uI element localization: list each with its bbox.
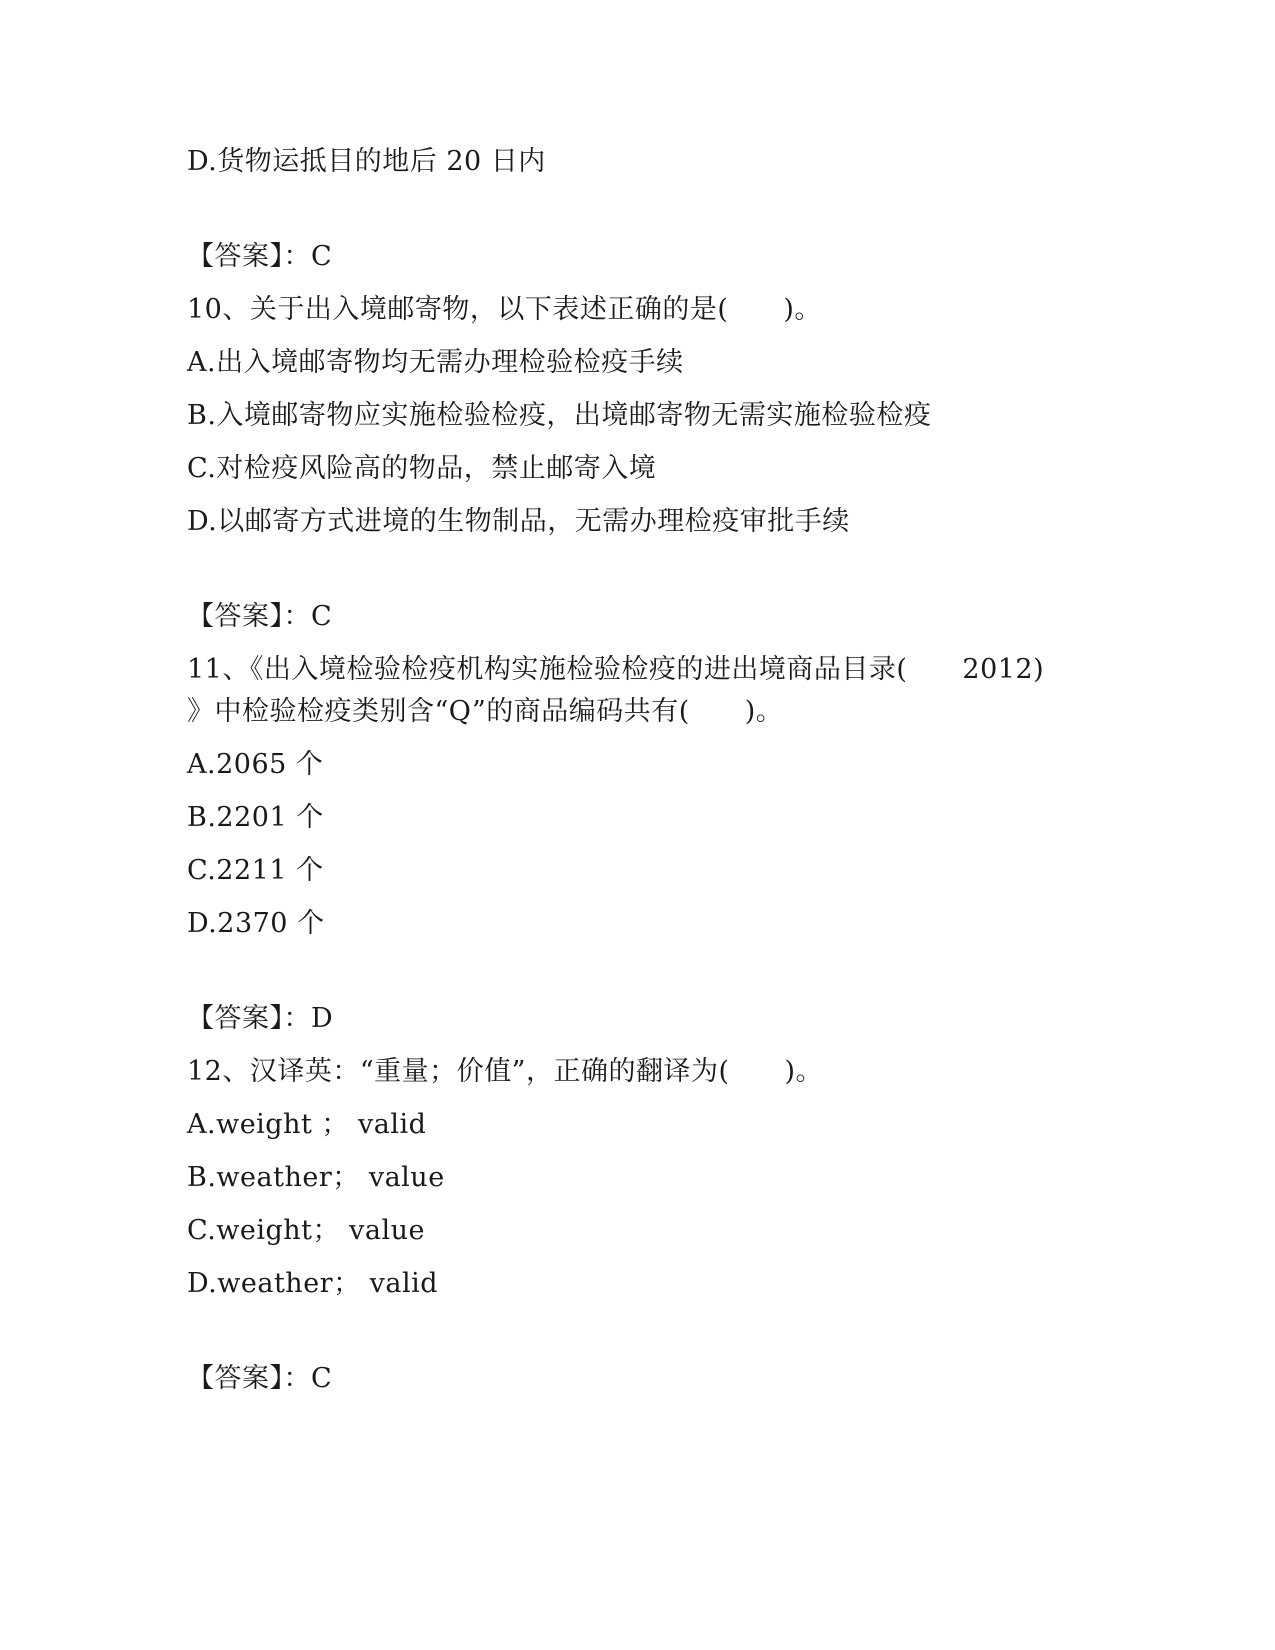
q12-option-b: B.weather； value [187,1162,445,1193]
q11-option-c: C.2211 个 [187,855,324,886]
q12-answer: 【答案】：C [187,1363,333,1394]
q10-stem: 10、关于出入境邮寄物，以下表述正确的是( )。 [187,294,822,325]
q9-option-d: D.货物运抵目的地后 20 日内 [187,146,546,177]
q12-option-d: D.weather； valid [187,1268,439,1299]
q12-option-a: A.weight ； valid [187,1109,427,1140]
q10-option-a: A.出入境邮寄物均无需办理检验检疫手续 [187,347,684,378]
q11-answer: 【答案】：D [187,1003,334,1034]
q11-option-b: B.2201 个 [187,802,324,833]
q11-option-d: D.2370 个 [187,908,325,939]
q12-stem: 12、汉译英：“重量；价值”，正确的翻译为( )。 [187,1056,824,1087]
q11-stem-line2: 》中检验检疫类别含“Q”的商品编码共有( )。 [187,696,784,727]
q9-answer: 【答案】：C [187,241,333,272]
q12-option-c: C.weight； value [187,1215,425,1246]
q10-answer: 【答案】：C [187,601,333,632]
q10-option-d: D.以邮寄方式进境的生物制品，无需办理检疫审批手续 [187,506,850,537]
q10-option-c: C.对检疫风险高的物品，禁止邮寄入境 [187,453,657,484]
q10-option-b: B.入境邮寄物应实施检验检疫，出境邮寄物无需实施检验检疫 [187,400,932,431]
q11-option-a: A.2065 个 [187,749,324,780]
q11-stem-line1: 11、《出入境检验检疫机构实施检验检疫的进出境商品目录( 2012) [187,654,1045,685]
